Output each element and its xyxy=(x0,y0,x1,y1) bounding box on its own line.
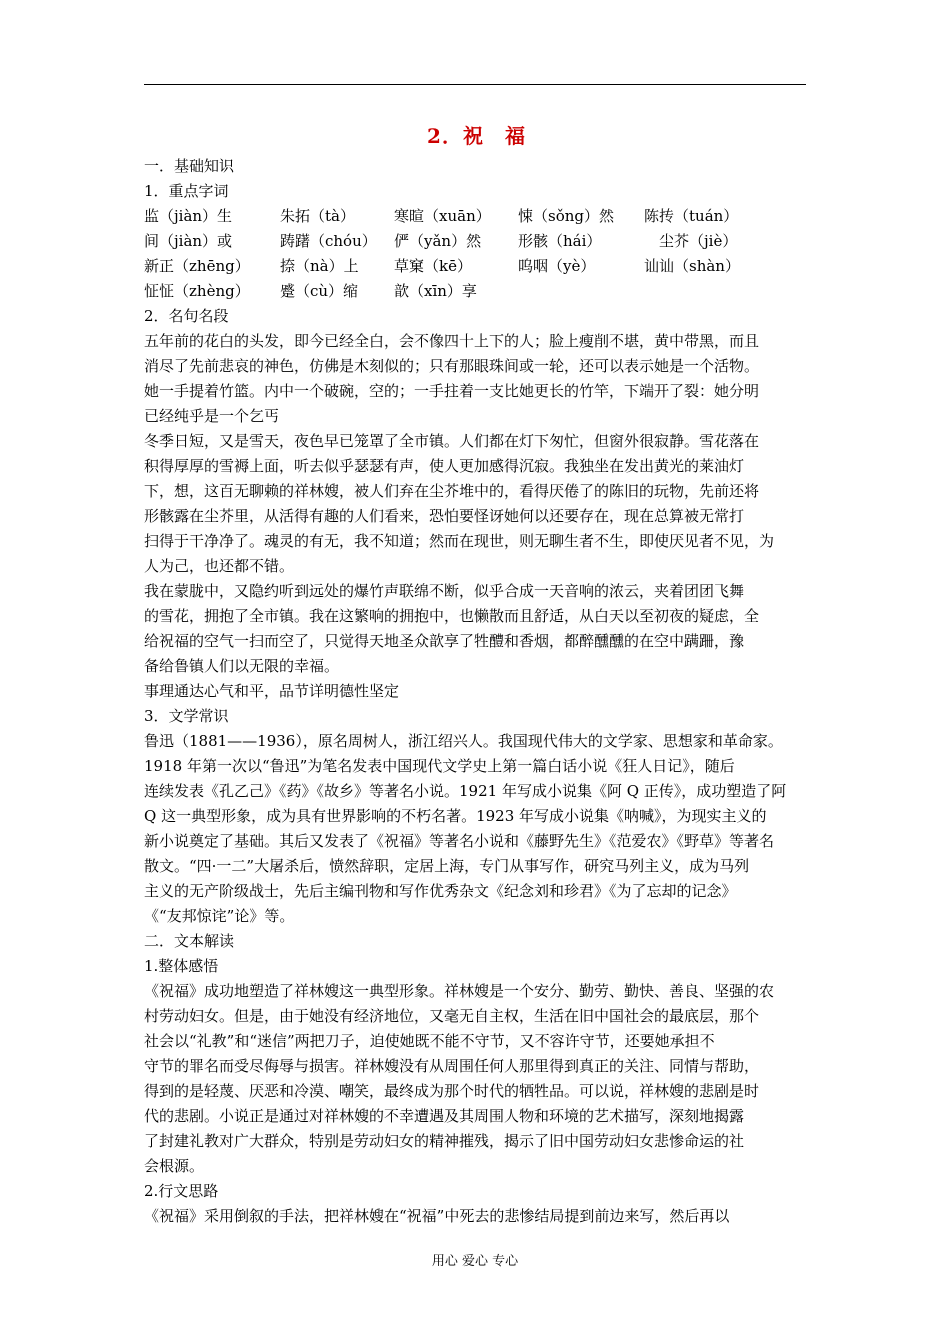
text-line: 得到的是轻蔑、厌恶和冷漠、嘲笑，最终成为那个时代的牺牲品。可以说，祥林嫂的悲剧是时 xyxy=(144,1082,760,1100)
subheading-famous-passages: 2．名句名段 xyxy=(144,307,229,325)
text-line: 代的悲剧。小说正是通过对祥林嫂的不幸遭遇及其周围人物和环境的艺术描写，深刻地揭露 xyxy=(144,1107,745,1125)
paragraph xyxy=(144,1204,809,1229)
text-line: 社会以“礼教”和“迷信”两把刀子，迫使她既不能不守节，又不容许守节，还要她承担不 xyxy=(144,1032,715,1050)
paragraph xyxy=(144,579,809,679)
page-footer: 用心 爱心 专心 xyxy=(431,1254,519,1269)
text-line: 的雪花，拥抱了全市镇。我在这繁响的拥抱中，也懒散而且舒适，从白天以至初夜的疑虑，全 xyxy=(144,607,760,625)
subheading-key-words: 1．重点字词 xyxy=(144,182,229,200)
text-line: 新小说奠定了基础。其后又发表了《祝福》等著名小说和《藤野先生》《范爱农》《野草》等著名 xyxy=(144,832,775,850)
text-line: 给祝福的空气一扫而空了，只觉得天地圣众歆享了牲醴和香烟，都醉醺醺的在空中蹒跚，豫 xyxy=(144,632,745,650)
text-line: 1918 年第一次以“鲁迅”为笔名发表中国现代文学史上第一篇白话小说《狂人日记》，随后 xyxy=(144,757,735,775)
text-line: 鲁迅（1881——1936），原名周树人，浙江绍兴人。我国现代伟大的文学家、思想家和革命家。 xyxy=(144,732,783,750)
paragraph xyxy=(144,429,809,579)
text-line: 《祝福》成功地塑造了祥林嫂这一典型形象。祥林嫂是一个安分、勤劳、勤快、善良、坚强的农 xyxy=(144,982,775,1000)
text-line: 五年前的花白的头发，即今已经全白，会不像四十上下的人；脸上瘦削不堪，黄中带黑，而且 xyxy=(144,332,760,350)
paragraph xyxy=(144,329,809,429)
text-line: 村劳动妇女。但是，由于她没有经济地位，又毫无自主权，生活在旧中国社会的最底层，那个 xyxy=(144,1007,760,1025)
paragraph xyxy=(144,979,809,1179)
text-line: 人为己，也还都不错。 xyxy=(144,557,295,575)
text-line: 连续发表《孔乙己》《药》《故乡》等著名小说。1921 年写成小说集《阿 Q 正传》，成功塑造了阿 xyxy=(144,782,787,800)
text-line: 主义的无产阶级战士，先后主编刊物和写作优秀杂文《纪念刘和珍君》《为了忘却的记念》 xyxy=(144,882,737,900)
word-row: 新正（zhēng） 捺（nà）上 草窠（kē） 呜咽（yè） 讪讪（shàn） xyxy=(144,257,740,275)
text-line: 守节的罪名而受尽侮辱与损害。祥林嫂没有从周围任何人那里得到真正的关注、同情与帮助， xyxy=(144,1057,760,1075)
text-line: 事理通达心气和平，品节详明德性坚定 xyxy=(144,682,400,700)
paragraph xyxy=(144,729,809,929)
text-line: 了封建礼教对广大群众，特别是劳动妇女的精神摧残，揭示了旧中国劳动妇女悲惨命运的社 xyxy=(144,1132,745,1150)
text-line: 消尽了先前悲哀的神色，仿佛是木刻似的；只有那眼珠间或一轮，还可以表示她是一个活物。 xyxy=(144,357,760,375)
word-row: 怔怔（zhèng） 蹙（cù）缩 歆（xīn）享 xyxy=(144,282,477,300)
text-line: 我在蒙胧中，又隐约听到远处的爆竹声联绵不断，似乎合成一天音响的浓云，夹着团团飞舞 xyxy=(144,582,745,600)
text-line: 冬季日短，又是雪天，夜色早已笼罩了全市镇。人们都在灯下匆忙，但窗外很寂静。雪花落在 xyxy=(144,432,760,450)
text-line: 备给鲁镇人们以无限的幸福。 xyxy=(144,657,340,675)
word-list xyxy=(144,204,809,304)
header-rule xyxy=(144,84,806,85)
word-row: 间（jiàn）或 踌躇（chóu） 俨（yǎn）然 形骸（hái） 尘芥（jiè） xyxy=(144,232,738,250)
text-line: 她一手提着竹篮。内中一个破碗，空的；一手拄着一支比她更长的竹竿，下端开了裂：她分明 xyxy=(144,382,760,400)
paragraph xyxy=(144,679,809,704)
document-body xyxy=(144,118,809,1229)
text-line: 《“友邦惊诧”论》等。 xyxy=(144,907,295,925)
subheading-literary-knowledge: 3．文学常识 xyxy=(144,707,229,725)
text-line: 会根源。 xyxy=(144,1157,205,1175)
text-line: 已经纯乎是一个乞丐 xyxy=(144,407,280,425)
section-heading-basics: 一．基础知识 xyxy=(144,157,235,175)
word-row: 监（jiàn）生 朱拓（tà） 寒暄（xuān） 悚（sǒng）然 陈抟（tuán） xyxy=(144,207,739,225)
subheading-overall: 1.整体感悟 xyxy=(144,957,219,975)
text-line: 扫得于干净净了。魂灵的有无，我不知道；然而在现世，则无聊生者不生，即使厌见者不见，为 xyxy=(144,532,775,550)
text-line: 形骸露在尘芥里，从活得有趣的人们看来，恐怕要怪讶她何以还要存在，现在总算被无常打 xyxy=(144,507,745,525)
page-title: 2．祝 福 xyxy=(427,124,526,148)
subheading-structure: 2.行文思路 xyxy=(144,1182,219,1200)
text-line: Q 这一典型形象，成为具有世界影响的不朽名著。1923 年写成小说集《呐喊》，为现实主义的 xyxy=(144,807,767,825)
text-line: 散文。“四·一二”大屠杀后，愤然辞职，定居上海，专门从事写作，研究马列主义，成为马列 xyxy=(144,857,750,875)
text-line: 《祝福》采用倒叙的手法，把祥林嫂在“祝福”中死去的悲惨结局提到前边来写，然后再以 xyxy=(144,1207,730,1225)
section-heading-text-analysis: 二．文本解读 xyxy=(144,932,235,950)
text-line: 下，想，这百无聊赖的祥林嫂，被人们弃在尘芥堆中的，看得厌倦了的陈旧的玩物，先前还将 xyxy=(144,482,760,500)
text-line: 积得厚厚的雪褥上面，听去似乎瑟瑟有声，使人更加感得沉寂。我独坐在发出黄光的莱油灯 xyxy=(144,457,745,475)
